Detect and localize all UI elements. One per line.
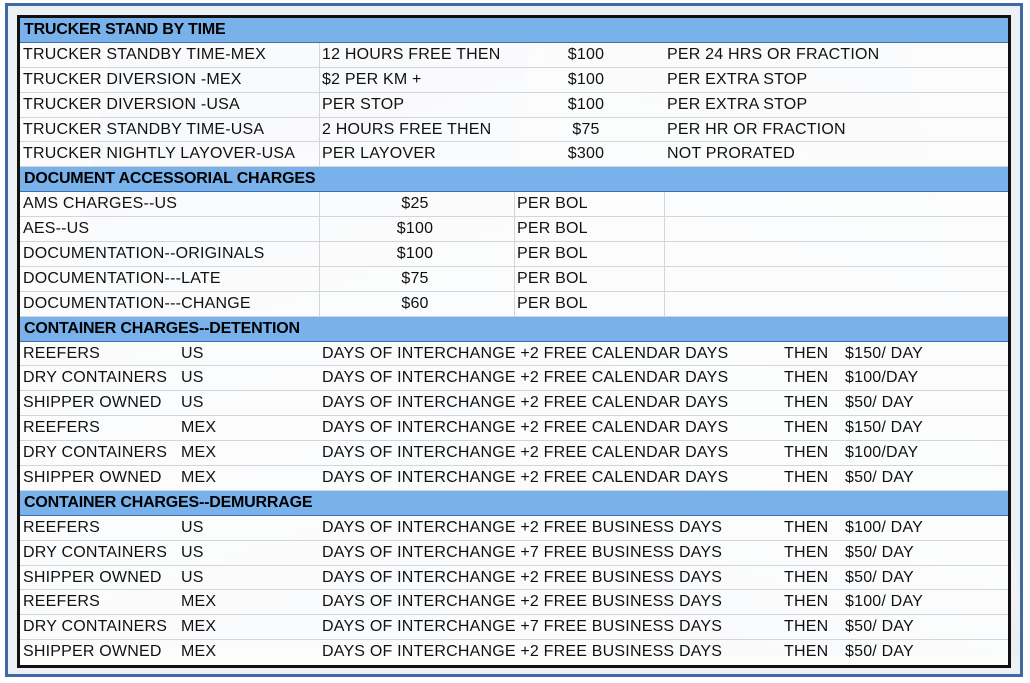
- grid-line: [319, 267, 320, 291]
- grid-line: [319, 43, 320, 67]
- charge-rate: $25: [401, 195, 429, 213]
- grid-line: [664, 292, 665, 316]
- grid-line: [514, 267, 515, 291]
- grid-line: [319, 68, 320, 92]
- section-title-documents: DOCUMENT ACCESSORIAL CHARGES: [20, 167, 1008, 192]
- charge-rate: $100: [396, 220, 434, 238]
- country: US: [181, 518, 204, 536]
- grid-line: [664, 217, 665, 241]
- country: MEX: [181, 618, 217, 636]
- free-time-terms: DAYS OF INTERCHANGE +7 FREE BUSINESS DAYS: [322, 543, 723, 561]
- rate-sheet: [17, 15, 1011, 668]
- grid-line: [664, 192, 665, 216]
- free-time-terms: DAYS OF INTERCHANGE +2 FREE CALENDAR DAYS: [322, 369, 729, 387]
- table-row: [20, 441, 1008, 466]
- detention-rows: [20, 342, 1008, 491]
- standby-rows: [20, 43, 1008, 167]
- charge-terms: 2 HOURS FREE THEN: [322, 120, 492, 138]
- table-row: [20, 366, 1008, 391]
- daily-rate: $50/ DAY: [845, 469, 914, 487]
- table-row: [20, 566, 1008, 591]
- grid-line: [514, 292, 515, 316]
- charge-description: TRUCKER STANDBY TIME-USA: [23, 120, 265, 138]
- charge-rate: $100: [567, 70, 605, 88]
- country: MEX: [181, 444, 217, 462]
- daily-rate: $100/DAY: [845, 369, 919, 387]
- free-time-terms: DAYS OF INTERCHANGE +2 FREE BUSINESS DAYS: [322, 643, 723, 661]
- grid-line: [319, 242, 320, 266]
- table-row: [20, 391, 1008, 416]
- grid-line: [319, 142, 320, 166]
- charge-description: DOCUMENTATION--ORIGINALS: [23, 245, 265, 263]
- container-type: DRY CONTAINERS: [23, 618, 168, 636]
- grid-line: [319, 292, 320, 316]
- charge-basis: PER BOL: [517, 220, 588, 238]
- grid-line: [514, 217, 515, 241]
- charge-description: TRUCKER DIVERSION -MEX: [23, 70, 242, 88]
- table-row: [20, 516, 1008, 541]
- charge-rate: $100: [396, 245, 434, 263]
- then-label: THEN: [784, 419, 829, 437]
- container-type: DRY CONTAINERS: [23, 444, 168, 462]
- container-type: SHIPPER OWNED: [23, 568, 162, 586]
- country: MEX: [181, 593, 217, 611]
- then-label: THEN: [784, 344, 829, 362]
- then-label: THEN: [784, 543, 829, 561]
- free-time-terms: DAYS OF INTERCHANGE +2 FREE CALENDAR DAYS: [322, 469, 729, 487]
- table-row: [20, 342, 1008, 367]
- free-time-terms: DAYS OF INTERCHANGE +7 FREE BUSINESS DAYS: [322, 618, 723, 636]
- table-row: [20, 118, 1008, 143]
- table-row: [20, 292, 1008, 317]
- daily-rate: $50/ DAY: [845, 568, 914, 586]
- charge-terms: PER LAYOVER: [322, 145, 436, 163]
- table-row: [20, 192, 1008, 217]
- charge-terms: PER STOP: [322, 95, 405, 113]
- grid-line: [514, 242, 515, 266]
- charge-description: DOCUMENTATION---LATE: [23, 269, 221, 287]
- free-time-terms: DAYS OF INTERCHANGE +2 FREE BUSINESS DAYS: [322, 568, 723, 586]
- charge-description: AMS CHARGES--US: [23, 195, 178, 213]
- charge-rate: $100: [567, 45, 605, 63]
- grid-line: [319, 192, 320, 216]
- then-label: THEN: [784, 518, 829, 536]
- daily-rate: $100/DAY: [845, 444, 919, 462]
- charge-description: AES--US: [23, 220, 90, 238]
- table-row: [20, 615, 1008, 640]
- charge-description: DOCUMENTATION---CHANGE: [23, 294, 251, 312]
- container-type: REEFERS: [23, 344, 100, 362]
- country: MEX: [181, 469, 217, 487]
- charge-basis: PER EXTRA STOP: [667, 95, 808, 113]
- country: US: [181, 369, 204, 387]
- country: US: [181, 543, 204, 561]
- table-row: [20, 43, 1008, 68]
- table-row: [20, 68, 1008, 93]
- table-row: [20, 142, 1008, 167]
- country: US: [181, 568, 204, 586]
- table-row: [20, 590, 1008, 615]
- then-label: THEN: [784, 369, 829, 387]
- charge-rate: $60: [401, 294, 429, 312]
- container-type: REEFERS: [23, 419, 100, 437]
- container-type: DRY CONTAINERS: [23, 369, 168, 387]
- table-row: [20, 93, 1008, 118]
- free-time-terms: DAYS OF INTERCHANGE +2 FREE CALENDAR DAYS: [322, 419, 729, 437]
- table-row: [20, 640, 1008, 665]
- then-label: THEN: [784, 394, 829, 412]
- table-row: [20, 541, 1008, 566]
- container-type: REEFERS: [23, 593, 100, 611]
- section-title-standby: TRUCKER STAND BY TIME: [20, 18, 1008, 43]
- then-label: THEN: [784, 618, 829, 636]
- charge-basis: PER BOL: [517, 245, 588, 263]
- grid-line: [319, 93, 320, 117]
- country: US: [181, 394, 204, 412]
- grid-line: [319, 118, 320, 142]
- charge-basis: PER BOL: [517, 269, 588, 287]
- table-row: [20, 466, 1008, 491]
- then-label: THEN: [784, 593, 829, 611]
- section-title-demurrage: CONTAINER CHARGES--DEMURRAGE: [20, 491, 1008, 516]
- charge-basis: NOT PRORATED: [667, 145, 796, 163]
- charge-terms: 12 HOURS FREE THEN: [322, 45, 501, 63]
- container-type: SHIPPER OWNED: [23, 643, 162, 661]
- free-time-terms: DAYS OF INTERCHANGE +2 FREE CALENDAR DAYS: [322, 394, 729, 412]
- daily-rate: $50/ DAY: [845, 394, 914, 412]
- charge-description: TRUCKER STANDBY TIME-MEX: [23, 45, 267, 63]
- free-time-terms: DAYS OF INTERCHANGE +2 FREE BUSINESS DAYS: [322, 593, 723, 611]
- container-type: DRY CONTAINERS: [23, 543, 168, 561]
- container-type: SHIPPER OWNED: [23, 394, 162, 412]
- free-time-terms: DAYS OF INTERCHANGE +2 FREE BUSINESS DAYS: [322, 518, 723, 536]
- charge-basis: PER HR OR FRACTION: [667, 120, 846, 138]
- country: MEX: [181, 419, 217, 437]
- charge-basis: PER BOL: [517, 195, 588, 213]
- charge-rate: $100: [567, 95, 605, 113]
- charge-description: TRUCKER DIVERSION -USA: [23, 95, 240, 113]
- country: US: [181, 344, 204, 362]
- country: MEX: [181, 643, 217, 661]
- table-row: [20, 217, 1008, 242]
- grid-line: [664, 267, 665, 291]
- then-label: THEN: [784, 469, 829, 487]
- charge-basis: PER 24 HRS OR FRACTION: [667, 45, 880, 63]
- charge-description: TRUCKER NIGHTLY LAYOVER-USA: [23, 145, 296, 163]
- charge-rate: $300: [567, 145, 605, 163]
- daily-rate: $50/ DAY: [845, 618, 914, 636]
- grid-line: [514, 192, 515, 216]
- demurrage-rows: [20, 516, 1008, 665]
- free-time-terms: DAYS OF INTERCHANGE +2 FREE CALENDAR DAYS: [322, 344, 729, 362]
- section-title-detention: CONTAINER CHARGES--DETENTION: [20, 317, 1008, 342]
- then-label: THEN: [784, 643, 829, 661]
- daily-rate: $150/ DAY: [845, 419, 923, 437]
- then-label: THEN: [784, 568, 829, 586]
- charge-basis: PER BOL: [517, 294, 588, 312]
- table-row: [20, 267, 1008, 292]
- charge-terms: $2 PER KM +: [322, 70, 422, 88]
- grid-line: [319, 217, 320, 241]
- container-type: REEFERS: [23, 518, 100, 536]
- daily-rate: $50/ DAY: [845, 643, 914, 661]
- grid-line: [664, 242, 665, 266]
- daily-rate: $50/ DAY: [845, 543, 914, 561]
- daily-rate: $100/ DAY: [845, 518, 923, 536]
- container-type: SHIPPER OWNED: [23, 469, 162, 487]
- table-row: [20, 242, 1008, 267]
- charge-rate: $75: [572, 120, 600, 138]
- document-rows: [20, 192, 1008, 316]
- daily-rate: $100/ DAY: [845, 593, 923, 611]
- then-label: THEN: [784, 444, 829, 462]
- charge-basis: PER EXTRA STOP: [667, 70, 808, 88]
- free-time-terms: DAYS OF INTERCHANGE +2 FREE CALENDAR DAYS: [322, 444, 729, 462]
- charge-rate: $75: [401, 269, 429, 287]
- table-row: [20, 416, 1008, 441]
- daily-rate: $150/ DAY: [845, 344, 923, 362]
